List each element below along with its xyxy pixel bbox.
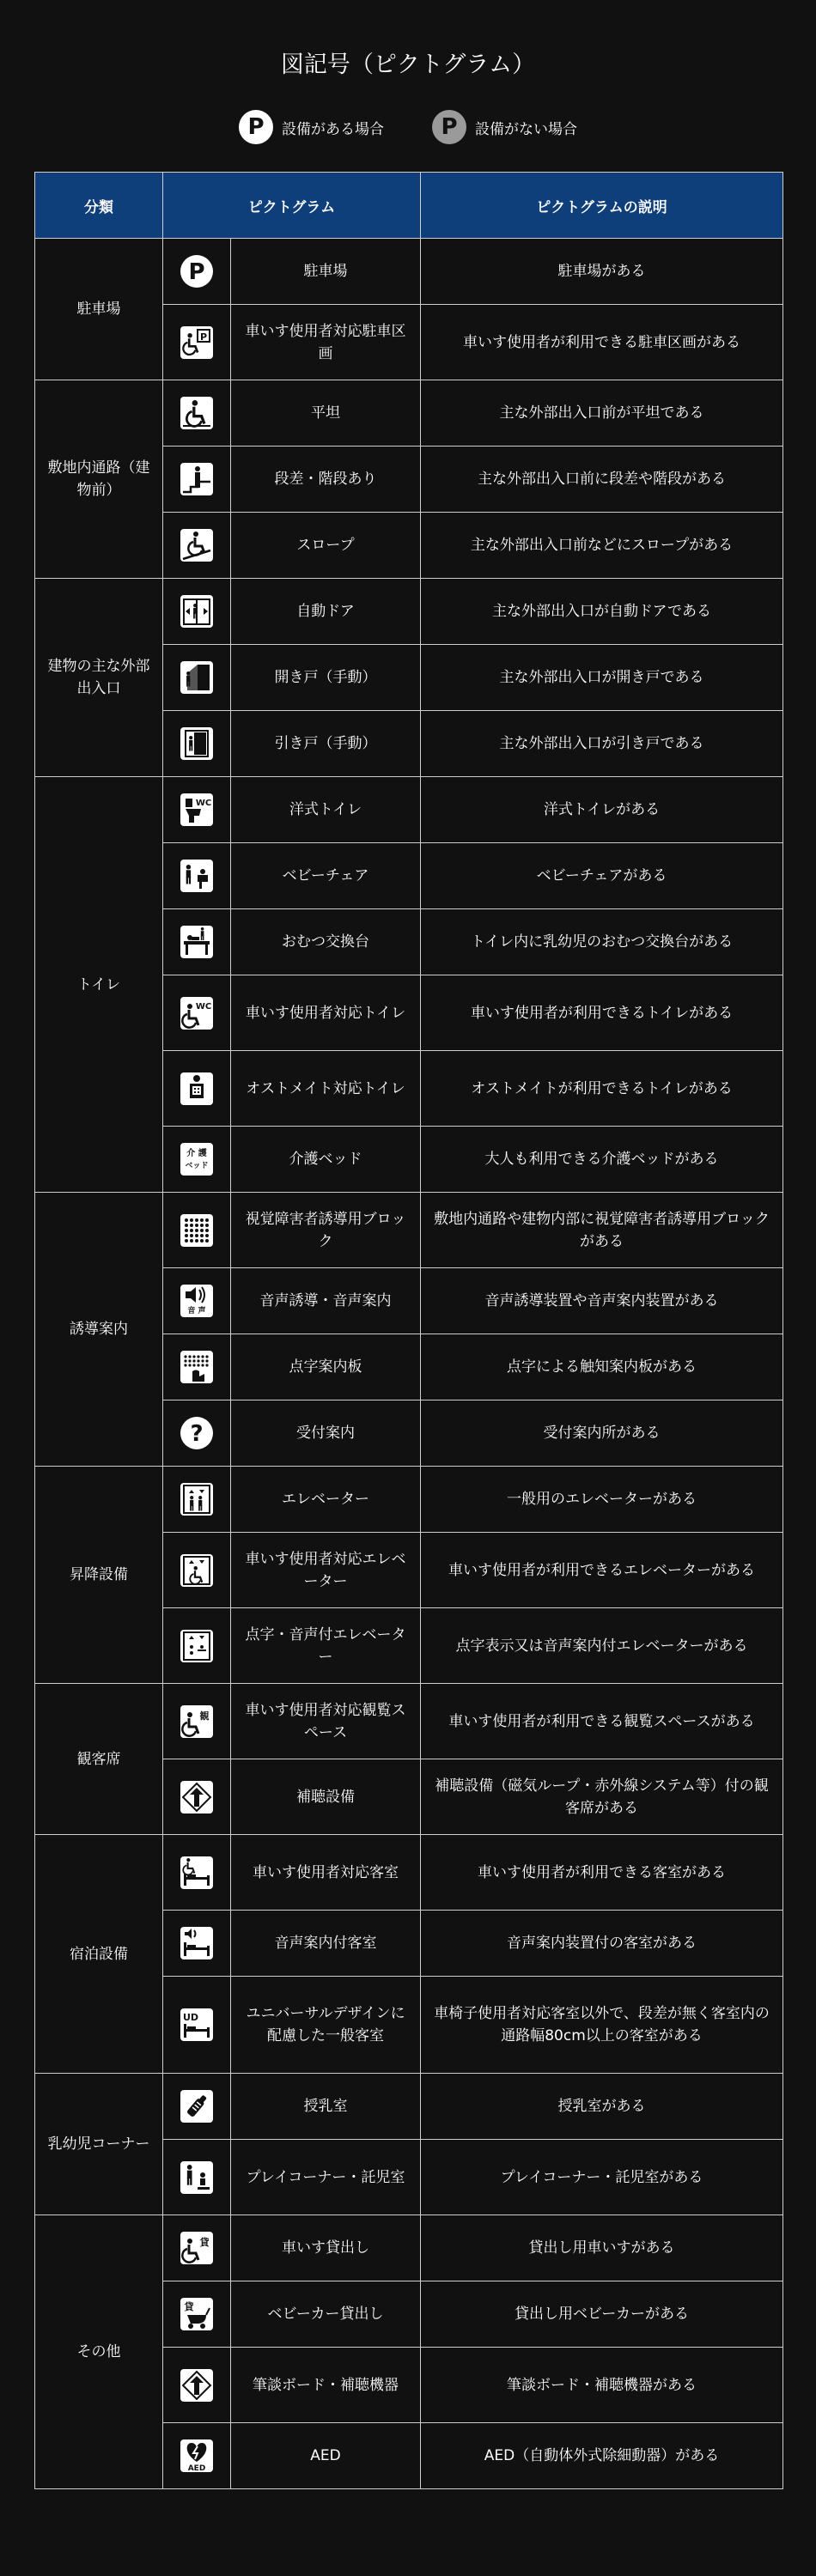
category-cell: 敷地内通路（建物前） [35,380,163,579]
pictogram-cell [163,1911,231,1977]
pictogram-cell [163,239,231,305]
pictogram-description: 洋式トイレがある [421,777,783,843]
pictogram-description: 駐車場がある [421,239,783,305]
wheelchair-elevator-icon [180,1554,213,1587]
parking-available-icon: P [239,110,273,144]
legend [0,108,816,146]
pictogram-name: プレイコーナー・託児室 [231,2140,421,2215]
pictogram-name: 開き戸（手動） [231,645,421,711]
hearing-aid-icon [180,1781,213,1814]
pictogram-cell [163,380,231,447]
slope-icon [180,529,213,562]
pictogram-name: オストメイト対応トイレ [231,1051,421,1127]
pictogram-name: 補聴設備 [231,1759,421,1835]
pictogram-name: 車いす使用者対応客室 [231,1835,421,1911]
pictogram-description: 車椅子使用者対応客室以外で、段差が無く客室内の通路幅80cm以上の客室がある [421,1977,783,2074]
pictogram-cell [163,1127,231,1193]
pictogram-description: 主な外部出入口が開き戸である [421,645,783,711]
pictogram-name: スロープ [231,513,421,579]
category-cell: トイレ [35,777,163,1193]
pictogram-name: 授乳室 [231,2074,421,2140]
pictogram-cell [163,1759,231,1835]
pictogram-name: おむつ交換台 [231,909,421,975]
wheelchair-room-icon [180,1856,213,1889]
diaper-table-icon [180,926,213,958]
writing-board-icon [180,2369,213,2402]
pictogram-cell [163,513,231,579]
pictogram-name: 受付案内 [231,1400,421,1467]
pictogram-name: 音声誘導・音声案内 [231,1268,421,1334]
category-cell: 乳幼児コーナー [35,2074,163,2215]
sliding-door-icon [180,727,213,760]
pictogram-description: 主な外部出入口前が平坦である [421,380,783,447]
pictogram-name: 引き戸（手動） [231,711,421,777]
pictogram-name: 点字・音声付エレベーター [231,1608,421,1684]
pictogram-cell [163,2215,231,2281]
care-bed-icon [180,1143,213,1176]
western-toilet-icon [180,793,213,826]
table-row [35,1684,783,1759]
pictogram-name: 洋式トイレ [231,777,421,843]
steps-icon [180,463,213,495]
pictogram-name: ベビーカー貸出し [231,2281,421,2348]
pictogram-cell [163,579,231,645]
wheelchair-toilet-icon [180,997,213,1030]
ostomate-icon [180,1072,213,1105]
pictogram-description: 貸出し用車いすがある [421,2215,783,2281]
pictogram-name: 車いす使用者対応エレベーター [231,1533,421,1608]
svg-text:?: ? [190,1421,204,1447]
pictogram-description: 主な外部出入口が引き戸である [421,711,783,777]
parking-icon [180,255,213,288]
table-row [35,380,783,447]
table-row [35,2074,783,2140]
pictogram-cell [163,777,231,843]
table-row [35,1467,783,1533]
pictogram-name: 自動ドア [231,579,421,645]
elevator-icon [180,1483,213,1516]
audio-room-icon [180,1927,213,1959]
pictogram-name: 車いす使用者対応駐車区画 [231,305,421,380]
pictogram-cell [163,1977,231,2074]
svg-text:WC: WC [195,799,212,808]
pictogram-cell [163,1608,231,1684]
aed-icon [180,2439,213,2472]
pictogram-description: AED（自動体外式除細動器）がある [421,2423,783,2489]
pictogram-cell [163,645,231,711]
svg-text:介 護: 介 護 [186,1149,207,1158]
svg-text:貸: 貸 [199,2237,210,2248]
wheelchair-seating-icon [180,1705,213,1738]
category-cell: 宿泊設備 [35,1835,163,2074]
pictogram-cell [163,305,231,380]
pictogram-name: ベビーチェア [231,843,421,909]
pictogram-name: 視覚障害者誘導用ブロック [231,1193,421,1268]
pictogram-cell [163,1193,231,1268]
header-category: 分類 [35,173,163,239]
page-title: 図記号（ピクトグラム） [280,52,536,78]
pictogram-name: 車いす使用者対応観覧スペース [231,1684,421,1759]
tactile-block-icon [180,1214,213,1247]
pictogram-cell [163,711,231,777]
category-cell: その他 [35,2215,163,2489]
table-row [35,1835,783,1911]
pictogram-cell [163,1400,231,1467]
svg-text:UD: UD [182,2012,199,2023]
stroller-rental-icon [180,2298,213,2330]
header-description: ピクトグラムの説明 [421,173,783,239]
pictogram-cell [163,2140,231,2215]
pictogram-description: 車いす使用者が利用できる客室がある [421,1835,783,1911]
pictogram-name: 音声案内付客室 [231,1911,421,1977]
pictogram-cell [163,1835,231,1911]
category-cell: 誘導案内 [35,1193,163,1467]
legend-unavailable-label: 設備がない場合 [475,120,577,138]
pictogram-description: 主な外部出入口前などにスロープがある [421,513,783,579]
automatic-door-icon [180,595,213,628]
category-cell: 建物の主な外部出入口 [35,579,163,777]
pictogram-cell [163,2281,231,2348]
pictogram-cell [163,2074,231,2140]
pictogram-description: 敷地内通路や建物内部に視覚障害者誘導用ブロックがある [421,1193,783,1268]
header-pictogram: ピクトグラム [163,173,421,239]
pictogram-description: 車いす使用者が利用できる駐車区画がある [421,305,783,380]
svg-text:ベッド: ベッド [185,1162,209,1170]
table-row [35,1193,783,1268]
pictogram-description: 車いす使用者が利用できる観覧スペースがある [421,1684,783,1759]
pictogram-cell [163,909,231,975]
pictogram-description: 点字表示又は音声案内付エレベーターがある [421,1608,783,1684]
table-row [35,2215,783,2281]
pictogram-description: 授乳室がある [421,2074,783,2140]
braille-elevator-icon [180,1630,213,1662]
flat-icon [180,397,213,429]
pictogram-description: オストメイトが利用できるトイレがある [421,1051,783,1127]
reception-icon [180,1417,213,1449]
baby-chair-icon [180,860,213,892]
pictogram-description: 筆談ボード・補聴機器がある [421,2348,783,2423]
pictogram-description: 車いす使用者が利用できるエレベーターがある [421,1533,783,1608]
pictogram-name: 駐車場 [231,239,421,305]
table-row [35,239,783,305]
pictogram-description: プレイコーナー・託児室がある [421,2140,783,2215]
pictogram-name: 点字案内板 [231,1334,421,1400]
pictogram-name: 段差・階段あり [231,447,421,513]
pictogram-description: 音声案内装置付の客室がある [421,1911,783,1977]
table-header-row [35,173,783,239]
category-cell: 昇降設備 [35,1467,163,1684]
pictogram-cell [163,1467,231,1533]
braille-board-icon [180,1351,213,1383]
pictogram-name: 筆談ボード・補聴機器 [231,2348,421,2423]
pictogram-name: 介護ベッド [231,1127,421,1193]
table-row [35,777,783,843]
svg-text:観: 観 [199,1710,210,1722]
pictogram-cell [163,1268,231,1334]
pictogram-cell [163,447,231,513]
pictogram-name: 車いす貸出し [231,2215,421,2281]
pictogram-description: 一般用のエレベーターがある [421,1467,783,1533]
wheelchair-rental-icon [180,2232,213,2264]
pictogram-description: 点字による触知案内板がある [421,1334,783,1400]
pictogram-cell [163,1684,231,1759]
pictogram-cell [163,1533,231,1608]
category-cell: 駐車場 [35,239,163,380]
play-corner-icon [180,2161,213,2194]
pictogram-cell [163,975,231,1051]
pictogram-description: 主な外部出入口が自動ドアである [421,579,783,645]
pictogram-name: 平坦 [231,380,421,447]
pictogram-cell [163,1051,231,1127]
parking-unavailable-icon: P [432,110,466,144]
audio-guide-icon [180,1285,213,1317]
pictogram-description: ベビーチェアがある [421,843,783,909]
pictogram-description: 補聴設備（磁気ループ・赤外線システム等）付の観客席がある [421,1759,783,1835]
category-cell: 観客席 [35,1684,163,1835]
pictogram-cell [163,2423,231,2489]
pictogram-table [34,172,783,2489]
svg-text:音 声: 音 声 [187,1307,206,1315]
pictogram-description: 貸出し用ベビーカーがある [421,2281,783,2348]
pictogram-description: 受付案内所がある [421,1400,783,1467]
pictogram-description: 車いす使用者が利用できるトイレがある [421,975,783,1051]
pictogram-cell [163,843,231,909]
pictogram-name: ユニバーサルデザインに配慮した一般客室 [231,1977,421,2074]
pictogram-name: AED [231,2423,421,2489]
pictogram-name: エレベーター [231,1467,421,1533]
pictogram-description: 大人も利用できる介護ベッドがある [421,1127,783,1193]
pictogram-description: 音声誘導装置や音声案内装置がある [421,1268,783,1334]
svg-text:P: P [188,259,205,285]
svg-text:WC: WC [195,1001,212,1012]
legend-unavailable [432,110,577,144]
svg-text:AED: AED [187,2464,206,2472]
legend-available-label: 設備がある場合 [282,120,384,138]
legend-available [239,110,384,144]
nursing-room-icon [180,2090,213,2123]
svg-text:P: P [199,331,208,343]
universal-room-icon [180,2008,213,2041]
pictogram-description: 主な外部出入口前に段差や階段がある [421,447,783,513]
pictogram-name: 車いす使用者対応トイレ [231,975,421,1051]
svg-text:貸: 貸 [184,2301,194,2312]
hinged-door-icon [180,661,213,694]
wheelchair-parking-icon [180,326,213,359]
table-row [35,579,783,645]
pictogram-cell [163,1334,231,1400]
pictogram-description: トイレ内に乳幼児のおむつ交換台がある [421,909,783,975]
pictogram-cell [163,2348,231,2423]
